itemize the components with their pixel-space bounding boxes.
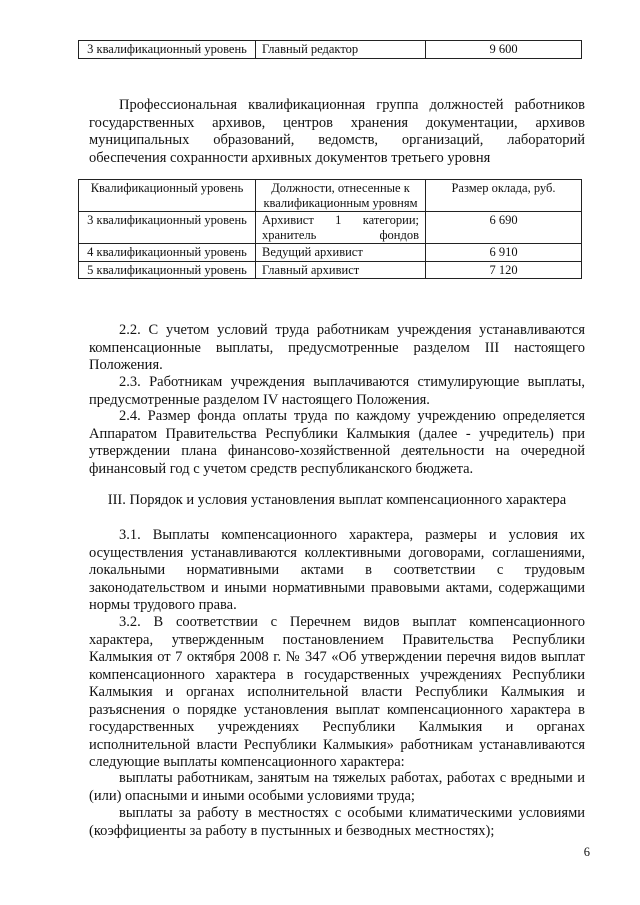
table-cell-salary: 6 910 [426,244,582,262]
table-row [79,212,582,244]
paragraph-2-4: 2.4. Размер фонда оплаты труда по каждому учреждению определяется Аппаратом Правительства Республики Калмыкия (далее - учредитель) при утверждении плана финансово-хозяйственной деятельности на очередной финансовый год с учетом средств республиканского бюджета. [89,408,585,477]
table-cell-position: Главный архивист [256,261,426,279]
table-cell-level: 3 квалификационный уровень [79,212,256,244]
top-salary-table [78,40,582,59]
header-level: Квалификационный уровень [79,180,256,212]
list-item-compensation-2: выплаты за работу в местностях с особыми климатическими условиями (коэффициенты за работу в пустынных и безводных местностях); [89,805,585,839]
table-cell-salary: 9 600 [426,41,582,59]
page-number: 6 [583,845,590,859]
table-cell-position: Архивист 1 категории; хранитель фондов [256,212,426,244]
header-salary: Размер оклада, руб. [426,180,582,212]
paragraph-3-2: 3.2. В соответствии с Перечнем видов выплат компенсационного характера, утвержденным постановлением Правительства Республики Калмыкия от 7 октября 2008 г. № 347 «Об утверждении перечня видов выплат компенсационного характера в государственных учреждениях Республики Калмыкия и органах исполнительной власти Республики Калмыкия и разъяснения о порядке установления выплат компенсационного характера в государственных учреждениях Республики Калмыкия и органах исполнительной власти Республики Калмыкия» работникам устанавливаются следующие выплаты компенсационного характера: [89,614,585,770]
paragraph-3-1: 3.1. Выплаты компенсационного характера, размеры и условия их осуществления устанавливаются коллективными договорами, соглашениями, локальными нормативными актами в соответствии с трудовым законодательством и иными нормативными правовыми актами, содержащими нормы трудового права. [89,527,585,613]
archive-salary-table [78,179,582,279]
table-cell-level: 4 квалификационный уровень [79,244,256,262]
table-cell-position: Ведущий архивист [256,244,426,262]
header-position: Должности, отнесенные к квалификационным уровням [256,180,426,212]
list-item-compensation-1: выплаты работникам, занятым на тяжелых работах, работах с вредными и (или) опасными и иными особыми условиями труда; [89,770,585,804]
table-cell-level: 5 квалификационный уровень [79,261,256,279]
table-row [79,261,582,279]
table-header-row [79,180,582,212]
table-cell-salary: 7 120 [426,261,582,279]
paragraph-2-3: 2.3. Работникам учреждения выплачиваются стимулирующие выплаты, предусмотренные разделом IV настоящего Положения. [89,374,585,408]
table-cell-level: 3 квалификационный уровень [79,41,256,59]
table-row [79,244,582,262]
table-cell-position: Главный редактор [256,41,426,59]
section-3-heading: III. Порядок и условия установления выплат компенсационного характера [107,492,567,508]
table-cell-salary: 6 690 [426,212,582,244]
archive-group-title: Профессиональная квалификационная группа должностей работников государственных архивов, центров хранения документации, архивов муниципальных образований, ведомств, организаций, лабораторий обеспечения сохранности архивных документов третьего уровня [89,97,585,166]
table-row [79,41,582,59]
paragraph-2-2: 2.2. С учетом условий труда работникам учреждения устанавливаются компенсационные выплаты, предусмотренные разделом III настоящего Положения. [89,322,585,373]
